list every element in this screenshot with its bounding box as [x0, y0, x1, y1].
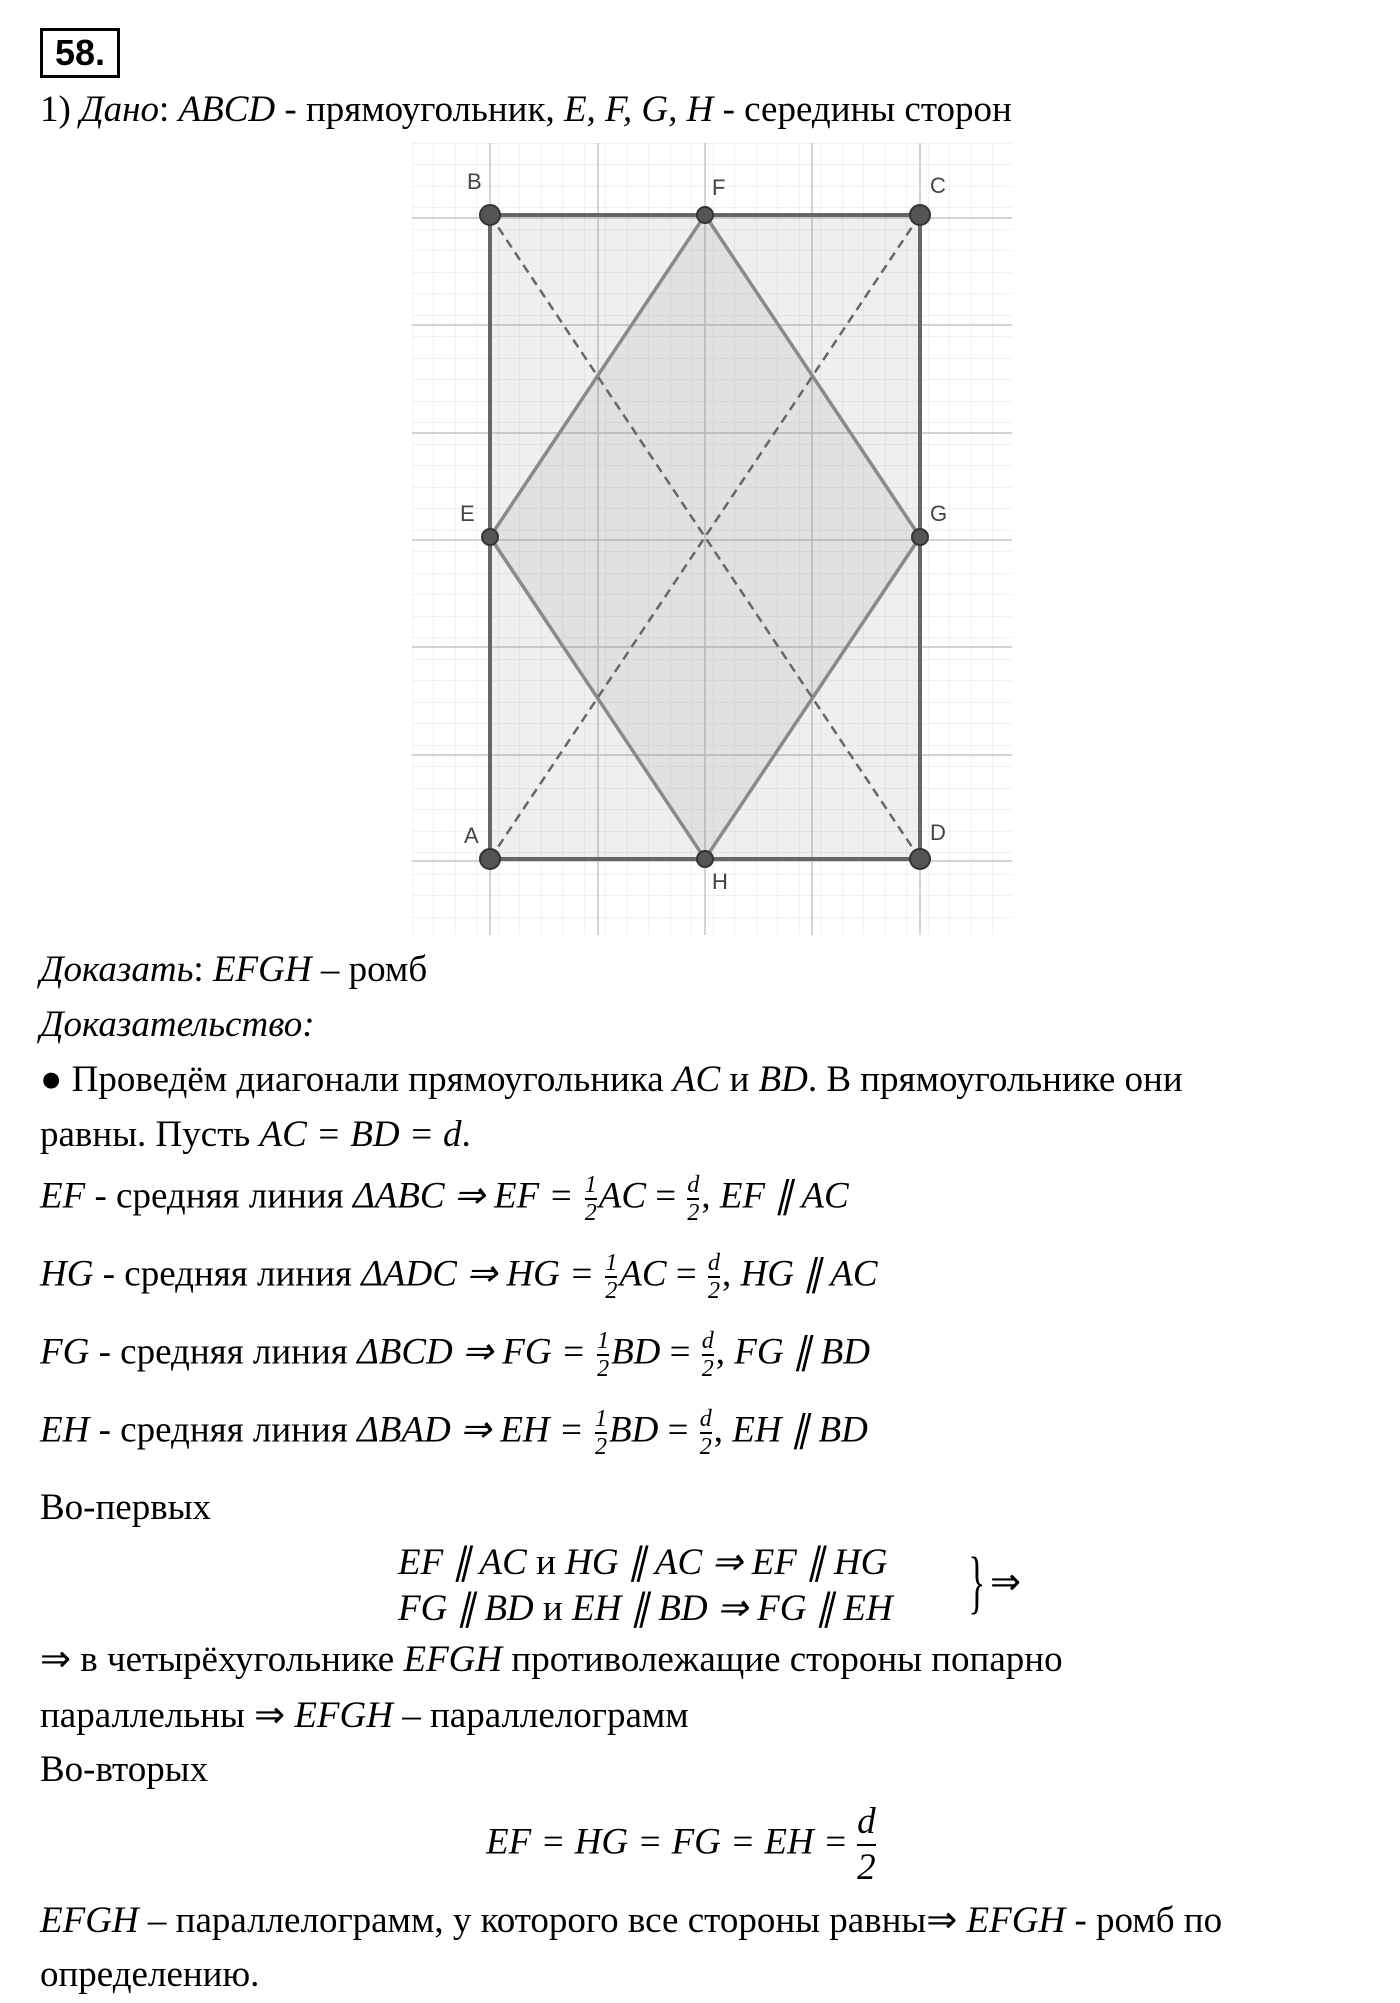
- label-a: A: [464, 823, 479, 848]
- second-heading: Во-вторых: [40, 1749, 209, 1790]
- given-line: 1) Дано: ABCD - прямоугольник, E, F, G, H - середины сторон: [40, 89, 1012, 130]
- fraction-d-half: $\frac{d}{2}$: [701, 1328, 714, 1382]
- conclusion-line-1: ⇒ в четырёхугольнике EFGH противолежащие стороны попарно: [40, 1639, 1063, 1680]
- problem-number: 58.: [40, 28, 120, 78]
- fraction-half: $\frac{1}{2}$: [595, 1406, 607, 1460]
- rectangle-figure: [412, 143, 1012, 935]
- label-b: B: [467, 169, 482, 194]
- fraction-d-half: $\frac{d}{2}$: [707, 1250, 720, 1304]
- label-g: G: [930, 501, 948, 526]
- given-word: Дано: [80, 89, 159, 130]
- fraction-d-half: $\frac{d}{2}$: [687, 1172, 700, 1226]
- point-a: [480, 849, 500, 869]
- point-d: [910, 849, 930, 869]
- fraction-d-half-large: $\frac{d}{2}$: [857, 1801, 876, 1888]
- point-e: [482, 529, 498, 545]
- point-b: [480, 205, 500, 225]
- label-c: C: [930, 173, 946, 198]
- point-h: [697, 851, 713, 867]
- final-line-2: определению.: [40, 1954, 260, 1995]
- fraction-half: $\frac{1}{2}$: [605, 1250, 618, 1304]
- fraction-half: $\frac{1}{2}$: [584, 1172, 597, 1226]
- label-h: H: [712, 869, 728, 894]
- point-c: [910, 205, 930, 225]
- point-g: [912, 529, 928, 545]
- first-heading: Во-первых: [40, 1487, 212, 1528]
- bullet-line-2: равны. Пусть AC = BD = d.: [40, 1114, 471, 1155]
- conclusion-line-2: параллельны ⇒ EFGH – параллелограмм: [40, 1695, 689, 1736]
- fraction-half: $\frac{1}{2}$: [597, 1328, 610, 1382]
- midline-row: EF - средняя линия ΔABC ⇒ EF = $\frac{1}{2}$ AC = $\frac{d}{2}$ , EF ∥ AC: [40, 1172, 849, 1226]
- label-f: F: [712, 175, 726, 200]
- proof-title: Доказательство:: [40, 1004, 315, 1045]
- system-brace: }: [968, 1544, 986, 1621]
- fraction-d-half: $\frac{d}{2}$: [699, 1406, 712, 1460]
- parallel-system: EF ∥ AC и HG ∥ AC ⇒ EF ∥ HG FG ∥ BD и EH ∥ BD ⇒ FG ∥ EH: [398, 1542, 893, 1629]
- equal-sides-formula: EF = HG = FG = EH = $\frac{d}{2}$: [486, 1801, 876, 1888]
- midline-row: FG - средняя линия ΔBCD ⇒ FG = $\frac{1}{2}$ BD = $\frac{d}{2}$ , FG ∥ BD: [40, 1328, 870, 1382]
- final-line-1: EFGH – параллелограмм, у которого все стороны равны⇒ EFGH - ромб по: [40, 1900, 1223, 1941]
- midline-row: HG - средняя линия ΔADC ⇒ HG = $\frac{1}{2}$ AC = $\frac{d}{2}$ , HG ∥ AC: [40, 1250, 878, 1304]
- system-arrow: ⇒: [990, 1562, 1022, 1603]
- point-f: [697, 207, 713, 223]
- label-e: E: [460, 501, 475, 526]
- bullet-line-1: ● Проведём диагонали прямоугольника AC и BD. В прямоугольнике они: [40, 1059, 1183, 1100]
- midline-row: EH - средняя линия ΔBAD ⇒ EH = $\frac{1}{2}$ BD = $\frac{d}{2}$ , EH ∥ BD: [40, 1406, 868, 1460]
- prove-line: Доказать: EFGH – ромб: [40, 949, 428, 990]
- label-d: D: [930, 820, 946, 845]
